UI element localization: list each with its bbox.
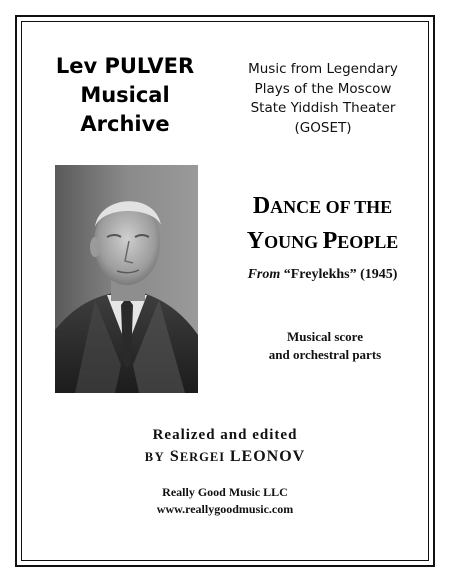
collection-subtitle (228, 60, 418, 138)
piece-title-line (220, 225, 425, 260)
publisher-name: Really Good Music LLC (162, 485, 288, 499)
source-work (220, 267, 425, 283)
archive-title-line: Musical (80, 83, 170, 107)
piece-title-line (220, 190, 425, 225)
score-description (250, 328, 400, 364)
first-name-rest: ERGEI (179, 450, 226, 464)
title-initial: Y (246, 228, 265, 254)
from-label: From (247, 267, 281, 282)
subtitle-line: Plays of the Moscow (254, 80, 392, 97)
subtitle-line: (GOSET) (294, 119, 352, 136)
title-initial: D (252, 193, 271, 219)
archive-title-line: Lev PULVER (55, 54, 195, 78)
by-label: BY (144, 450, 166, 464)
last-name: LEONOV (229, 448, 306, 465)
score-description-line: Musical score (287, 329, 363, 344)
subtitle-line: State Yiddish Theater (250, 100, 396, 116)
title-initial: P (322, 228, 338, 254)
publisher-block (100, 484, 350, 518)
credit-line: Realized and edited (152, 427, 298, 443)
first-name-initial: S (169, 448, 180, 465)
archive-title-line: Archive (80, 112, 170, 136)
piece-title (220, 190, 425, 260)
archive-title (38, 52, 212, 139)
title-rest: OUNG (264, 232, 323, 252)
publisher-url: www.reallygoodmusic.com (156, 502, 294, 516)
title-rest: EOPLE (337, 232, 399, 252)
source-work-title: “Freylekhs” (1945) (283, 267, 398, 282)
editor-credit (70, 424, 380, 468)
title-rest: ANCE OF THE (270, 197, 393, 217)
editor-name-line (70, 446, 380, 468)
composer-portrait (55, 165, 198, 393)
score-description-line: and orchestral parts (268, 347, 382, 362)
subtitle-line: Music from Legendary (248, 61, 398, 77)
